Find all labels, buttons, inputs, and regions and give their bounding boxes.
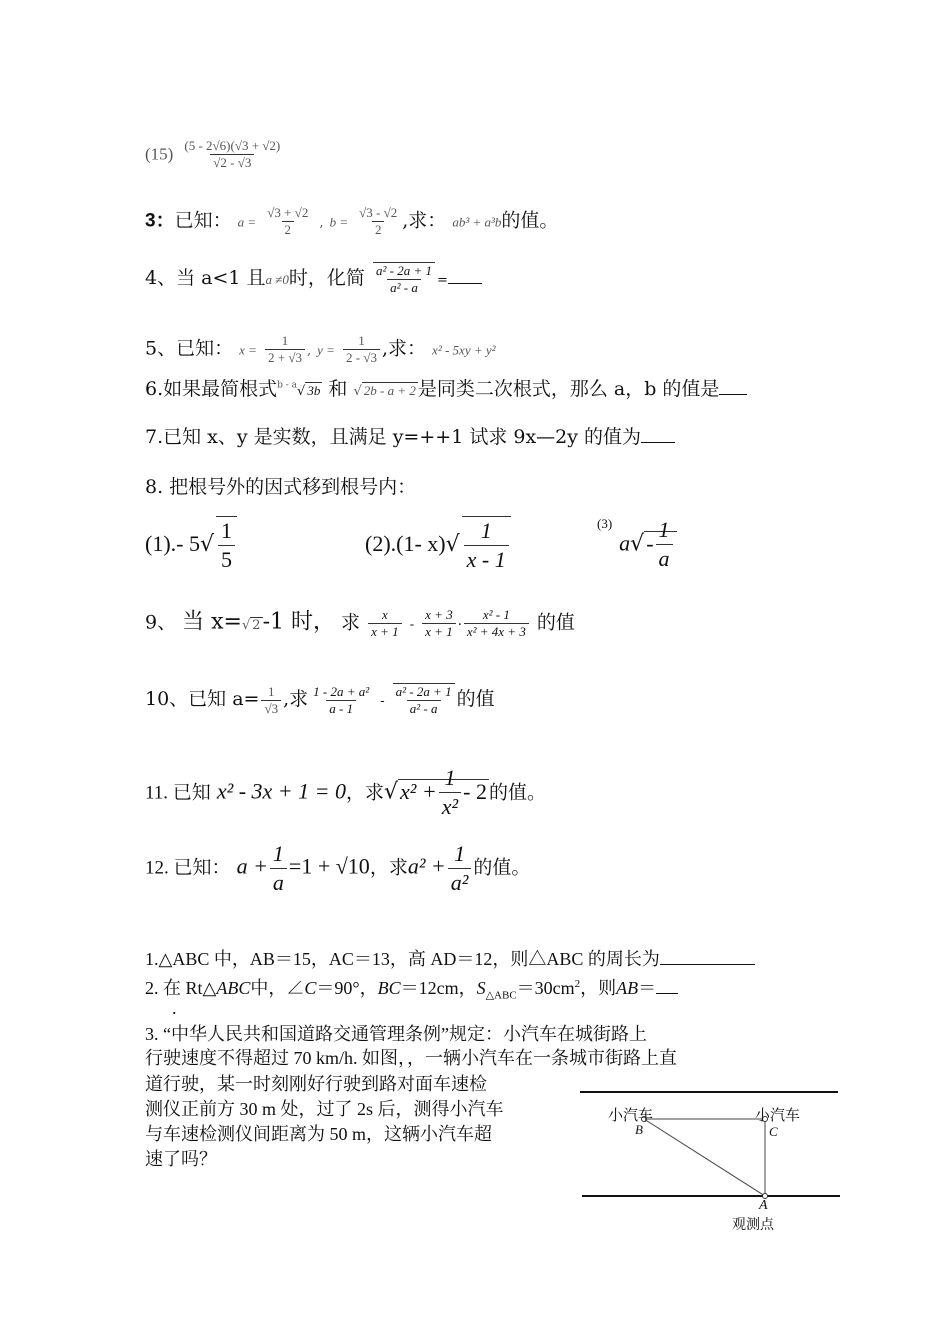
geometry-q3-line4: 测仪正前方 30 m 处，过了 2s 后，测得小汽车 [145, 1099, 504, 1119]
geometry-q2-sup: 2 [574, 978, 581, 990]
geometry-q3-line6: 速了吗？ [145, 1149, 217, 1169]
geometry-q2-mid5: ，则 [580, 978, 617, 998]
problem-15-numerator: (5 - 2√6)(√3 + √2) [184, 138, 281, 153]
problem-4-label: 4、当 a<1 且 [145, 267, 266, 289]
problem-6-radicand1: 3b [307, 383, 321, 398]
problem-3-a-num: √3 + √2 [267, 205, 309, 220]
problem-8 [145, 475, 416, 499]
problem-8-text: 8. 把根号外的因式移到根号内： [145, 476, 417, 498]
segment-ba [644, 1119, 765, 1196]
problem-5-x-num: 1 [281, 333, 289, 348]
problem-9-op1: - [409, 617, 415, 633]
geometry-q3-line2: 行驶速度不得超过 70 km/h. 如图，，一辆小汽车在一条城市街路上直 [145, 1048, 677, 1068]
problem-8-item-3-pre: a [619, 530, 631, 556]
problem-5-x-den: 2 + √3 [265, 349, 305, 366]
problem-9-f2-num: x + 3 [425, 607, 453, 622]
problem-11-root-post: - 2 [463, 778, 487, 804]
problem-7 [145, 424, 675, 449]
problem-10-f1-num: 1 - 2a + a² [313, 683, 370, 699]
problem-9-fraction-1 [368, 607, 402, 640]
problem-11-root-fraction [439, 764, 461, 821]
problem-4-tail: = [436, 273, 448, 288]
geometry-q2-ab: AB [616, 978, 639, 998]
problem-8-item-3-num: 1 [658, 517, 670, 542]
geometry-q2 [145, 972, 678, 1008]
problem-10-a-fraction [261, 684, 281, 717]
geometry-q2-bc: BC [377, 978, 401, 998]
problem-12-lhs-fraction [270, 840, 287, 897]
problem-4-num: a² - 2a + 1 [373, 262, 435, 279]
problem-9-f1-num: x [381, 607, 388, 622]
problem-8-item-1-fraction [216, 516, 237, 574]
problem-15 [145, 138, 285, 171]
problem-10-label: 10、已知 a= [145, 688, 260, 710]
problem-5: 5、已知： x = $\frac{1}{2 + √3}$ , y = $\frac{1}{2 - √3}$ ,求： x² - 5xy + y² [145, 333, 496, 365]
geometry-q2-sub: △ABC [485, 989, 517, 1002]
problem-10-tail: 的值 [456, 688, 495, 710]
problem-5-y-num: 1 [358, 333, 365, 348]
problem-10-a-den: √3 [261, 700, 281, 717]
problem-6-text2: 是同类二次根式，那么 a，b 的值是 [417, 378, 720, 400]
point-label-a: A [759, 1198, 768, 1213]
problem-12-lhs-den: a [270, 868, 287, 897]
answer-blank [448, 265, 482, 284]
problem-10-op: - [380, 694, 385, 709]
problem-8-item-3-den: a [656, 544, 673, 573]
problem-3-b-den: 2 [372, 221, 385, 238]
problem-11-equation: x² - 3x + 1 = 0 [216, 778, 346, 804]
problem-5-ask: ,求： [381, 337, 426, 360]
problem-15-denominator: √2 - √3 [210, 154, 254, 171]
answer-blank [719, 376, 747, 395]
answer-blank [660, 946, 755, 965]
problem-11-root-num: 1 [444, 765, 456, 790]
problem-11-ask: ，求 [346, 781, 385, 804]
problem-3-a-den: 2 [282, 221, 295, 238]
problem-7-text: 7.已知 x、y 是实数，且满足 y=++1 试求 9x—2y 的值为 [145, 426, 642, 448]
problem-9-fraction-3 [464, 607, 529, 640]
problem-4-mid: 时，化简 [288, 267, 365, 289]
problem-3-ask: ,求： [402, 209, 447, 232]
problem-3-b-num: √3 - √2 [359, 205, 398, 220]
problem-12-lhs-num: 1 [272, 841, 284, 866]
problem-6-index: b - a [277, 380, 298, 391]
car-label-b: 小汽车 [608, 1106, 654, 1124]
problem-8-item-2-num: 1 [480, 518, 492, 543]
problem-9-f3-num: x² - 1 [482, 607, 510, 622]
problem-4-den: a² - a [387, 279, 421, 296]
problem-12-q-fraction [448, 840, 472, 897]
problem-15-fraction [181, 138, 283, 171]
problem-5-expr: x² - 5xy + y² [432, 342, 496, 358]
problem-9: 9、 当 x=√ 2-1 时， 求 $\frac{x}{x + 1}$ - $\frac{x + 3}{x + 1}$ · $\frac{\text{x² - 1}}{\text{x² + 4x + 3}}$ 的值 [145, 607, 575, 639]
problem-12-q-den: a² [448, 868, 472, 897]
car-label-c: 小汽车 [755, 1106, 801, 1124]
problem-9-op2: · [457, 617, 462, 633]
problem-12-rhs: =1 + √10 [288, 853, 370, 879]
problem-10-f2-num: a² - 2a + 1 [393, 683, 455, 700]
problem-12-tail: 的值。 [473, 856, 531, 879]
problem-5-y-den: 2 - √3 [343, 349, 380, 366]
problem-10-f1-den: a - 1 [326, 700, 356, 717]
problem-10-f2-den: a² - a [407, 700, 441, 717]
problem-11: 11. 已知 x² - 3x + 1 = 0，求√x² + $\frac{1}{\text{x²}}$ - 2 的值。 [145, 765, 546, 819]
problem-15-label: (15) [145, 144, 174, 164]
problem-9-f2-den: x + 1 [422, 623, 456, 640]
problem-8-item-3-sign: - [646, 530, 654, 556]
problem-6-radicand2: 2b - a + 2 [363, 383, 416, 398]
problem-10 [145, 683, 495, 717]
problem-9-label: 9、 [145, 611, 177, 634]
problem-8-item-2-den: x - 1 [464, 545, 509, 574]
problem-5-y-fraction [343, 333, 380, 366]
geometry-q2-end: ＝ [638, 978, 657, 998]
point-label-c: C [769, 1124, 778, 1139]
problem-11-root-den: x² [439, 792, 461, 821]
problem-3-text: 已知： [174, 209, 232, 232]
answer-blank [656, 975, 678, 994]
problem-8-item-1-den: 5 [218, 545, 235, 574]
point-label-b: B [635, 1122, 643, 1137]
problem-8-item-1-label: (1).- 5 [145, 531, 200, 556]
problem-9-f1-den: x + 1 [368, 623, 402, 640]
geometry-q2-mid4: ＝30cm [516, 978, 575, 998]
problem-11-label: 11. 已知 [145, 782, 211, 804]
problem-11-tail: 的值。 [488, 781, 546, 804]
problem-12-lhs-pre: a + [236, 853, 268, 879]
problem-12 [145, 840, 530, 897]
problem-8-item-3-label: (3) [597, 516, 613, 531]
road-figure [578, 1082, 843, 1242]
problem-3-b-fraction [356, 205, 400, 238]
geometry-q3-line1: 3. “中华人民共和国道路交通管理条例”规定：小汽车在城街路上 [145, 1024, 647, 1044]
geometry-q2-dot: . [172, 998, 177, 1018]
geometry-q2-abc: ABC [216, 978, 251, 998]
observation-point-label: 观测点 [732, 1217, 774, 1233]
problem-4 [145, 262, 482, 296]
problem-8-item-3: $^{(3)}$ a√- $\frac{1}{a}$ [597, 516, 677, 573]
problem-4-fraction [373, 262, 435, 296]
problem-12-q-num: 1 [454, 841, 466, 866]
geometry-q2-mid2: ＝90°， [316, 978, 378, 998]
geometry-q2-s: S [476, 978, 486, 998]
problem-5-y-lhs: y = [317, 342, 335, 358]
problem-9-fraction-2 [422, 607, 456, 640]
problem-8-item-2: (2).(1- x)√ $\frac{1}{x - 1}$ [365, 516, 513, 574]
problem-12-ask: ，求 [369, 856, 408, 879]
answer-blank [641, 424, 675, 443]
problem-3-tail: 的值。 [501, 209, 559, 232]
problem-12-q-pre: a² + [407, 853, 446, 879]
problem-8-item-2-fraction [462, 516, 511, 574]
problem-5-x-fraction [265, 333, 305, 366]
geometry-q2-pre: 2. 在 Rt△ [145, 978, 217, 998]
problem-10-ask: ,求 [283, 688, 309, 710]
problem-8-item-1-num: 1 [221, 518, 233, 543]
problem-9-f3-den: x² + 4x + 3 [464, 623, 529, 640]
problem-3-label: 3： [145, 210, 175, 232]
problem-10-fraction-1 [310, 684, 372, 717]
geometry-q2-c: C [304, 978, 317, 998]
problem-9-radicand: 2 [252, 617, 261, 633]
problem-10-fraction-2 [393, 683, 455, 717]
problem-3: 3：已知： a = $\frac{√3 + √2}{2}$ , b = $\frac{√3 - √2}{2}$ ,求： ab³ + a³b的值。 [145, 205, 559, 237]
problem-8-item-3-fraction [656, 516, 673, 573]
geometry-q2-mid1: 中，∠ [250, 978, 305, 998]
geometry-q2-mid3: ＝12cm， [400, 978, 477, 998]
problem-12-label: 12. 已知： [145, 857, 231, 879]
problem-3-expr: ab³ + a³b [452, 214, 502, 230]
problem-10-a-num: 1 [268, 683, 275, 699]
problem-5-label: 5、已知： [145, 337, 234, 360]
problem-9-tail: 的值 [536, 611, 575, 634]
geometry-q3-line3: 道行驶，某一时刻刚好行驶到路对面车速检 [145, 1074, 487, 1094]
geometry-q1-text: 1.△ABC 中，AB＝15，AC＝13，高 AD＝12，则△ABC 的周长为 [145, 949, 660, 969]
problem-3-b-lhs: b = [329, 214, 349, 230]
problem-8-item-2-label: (2).(1- x) [365, 531, 446, 556]
problem-11-root-pre: x² + [400, 778, 437, 804]
problem-6-text1: 6.如果最简根式 [145, 378, 278, 400]
problem-3-a-fraction [264, 205, 311, 238]
geometry-q1 [145, 946, 755, 971]
problem-9-rest: -1 时， [262, 609, 335, 635]
problem-8-item-1: (1).- 5√ $\frac{1}{5}$ [145, 516, 239, 574]
problem-6-and: 和 [328, 378, 348, 400]
problem-3-a-lhs: a = [237, 214, 257, 230]
problem-6: 6.如果最简根式$^{b - a}$√ 3b 和 √ 2b - a + 2 是同类二次根式，那么 a，b 的值是 [145, 376, 747, 401]
problem-9-when: 当 x= [182, 609, 242, 635]
problem-9-ask: 求 [341, 611, 361, 634]
problem-4-cond: a ≠0 [265, 272, 289, 287]
problem-5-x-lhs: x = [239, 342, 257, 358]
geometry-q3-line5: 与车速检测仪间距离为 50 m，这辆小汽车超 [145, 1124, 492, 1144]
